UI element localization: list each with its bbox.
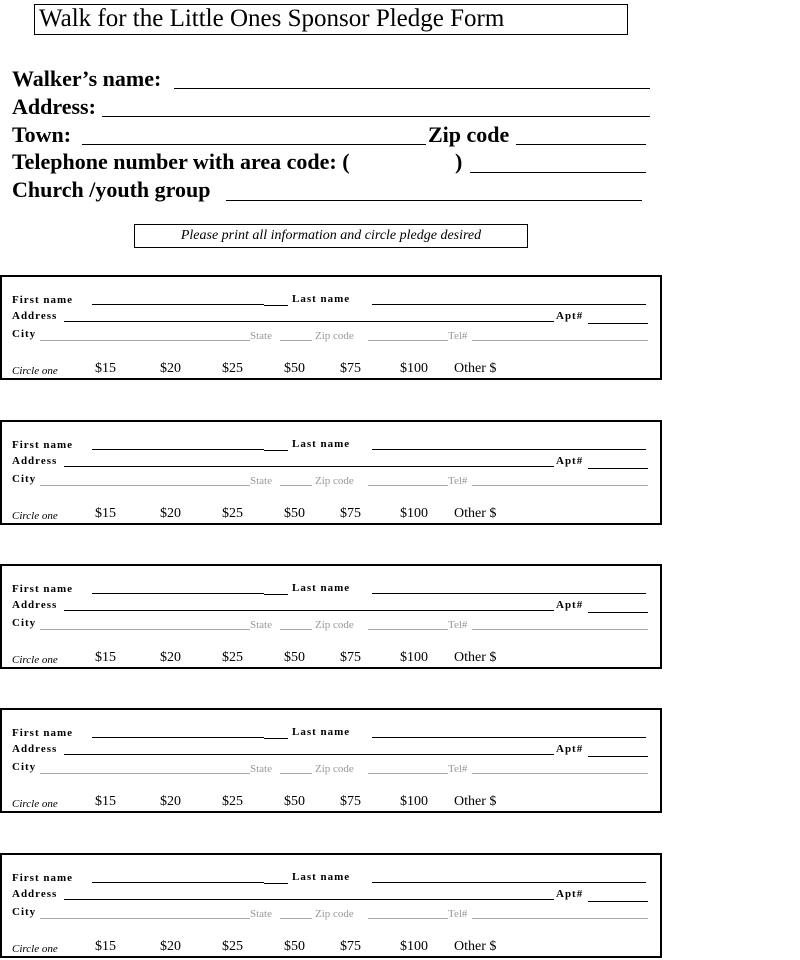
pledge-option[interactable]: $25 [222, 939, 243, 954]
last-name-label: Last name [292, 871, 351, 883]
first-name-label: First name [12, 583, 74, 595]
first-name-field-end [264, 305, 288, 306]
zip-code-label: Zip code [315, 475, 354, 487]
sponsor-card [0, 564, 662, 669]
address-label: Address [12, 743, 58, 755]
pledge-option[interactable]: $15 [95, 361, 116, 376]
pledge-option[interactable]: Other $ [454, 939, 497, 954]
tel-field[interactable] [472, 918, 648, 919]
pledge-option[interactable]: $100 [400, 939, 428, 954]
pledge-option[interactable]: $50 [284, 650, 305, 665]
telephone-field[interactable] [470, 172, 646, 173]
pledge-option[interactable]: $20 [160, 506, 181, 521]
town-label: Town: [12, 122, 72, 147]
zip-code-field[interactable] [516, 144, 646, 145]
pledge-option[interactable]: $25 [222, 794, 243, 809]
zip-code-field[interactable] [368, 773, 448, 774]
pledge-option[interactable]: $20 [160, 794, 181, 809]
pledge-option[interactable]: $15 [95, 506, 116, 521]
form-title: Walk for the Little Ones Sponsor Pledge Form [34, 4, 628, 35]
city-label: City [12, 906, 37, 918]
apt-field[interactable] [588, 323, 648, 324]
last-name-label: Last name [292, 726, 351, 738]
state-field[interactable] [280, 340, 312, 341]
address-label: Address [12, 310, 58, 322]
tel-field[interactable] [472, 340, 648, 341]
city-field[interactable] [40, 918, 250, 919]
circle-one-label: Circle one [12, 365, 58, 377]
pledge-option[interactable]: $75 [340, 794, 361, 809]
first-name-label: First name [12, 294, 74, 306]
pledge-option[interactable]: Other $ [454, 794, 497, 809]
zip-code-label: Zip code [315, 763, 354, 775]
apt-label: Apt# [556, 888, 584, 900]
tel-label: Tel# [448, 619, 468, 631]
tel-label: Tel# [448, 908, 468, 920]
first-name-field-end [264, 883, 288, 884]
zip-code-label: Zip code [315, 619, 354, 631]
circle-one-label: Circle one [12, 798, 58, 810]
state-label: State [250, 908, 272, 920]
sponsor-card [0, 275, 662, 380]
last-name-field[interactable] [372, 737, 646, 738]
first-name-field[interactable] [92, 737, 264, 738]
address-field[interactable] [64, 899, 554, 900]
apt-label: Apt# [556, 310, 584, 322]
pledge-option[interactable]: $50 [284, 939, 305, 954]
first-name-label: First name [12, 439, 74, 451]
address-label: Address [12, 888, 58, 900]
tel-field[interactable] [472, 773, 648, 774]
apt-field[interactable] [588, 756, 648, 757]
state-label: State [250, 763, 272, 775]
apt-label: Apt# [556, 455, 584, 467]
city-label: City [12, 617, 37, 629]
state-label: State [250, 475, 272, 487]
last-name-field[interactable] [372, 882, 646, 883]
circle-one-label: Circle one [12, 943, 58, 955]
pledge-option[interactable]: $25 [222, 650, 243, 665]
address-label: Address [12, 455, 58, 467]
tel-field[interactable] [472, 629, 648, 630]
pledge-option[interactable]: $75 [340, 361, 361, 376]
zip-code-field[interactable] [368, 918, 448, 919]
church-group-label: Church /youth group [12, 177, 211, 202]
pledge-option[interactable]: $15 [95, 650, 116, 665]
state-field[interactable] [280, 485, 312, 486]
pledge-option[interactable]: $50 [284, 506, 305, 521]
city-label: City [12, 328, 37, 340]
zip-code-field[interactable] [368, 629, 448, 630]
pledge-option[interactable]: $25 [222, 506, 243, 521]
zip-code-label: Zip code [315, 330, 354, 342]
address-field[interactable] [64, 610, 554, 611]
apt-field[interactable] [588, 901, 648, 902]
pledge-option[interactable]: $75 [340, 650, 361, 665]
address-label: Address [12, 599, 58, 611]
circle-one-label: Circle one [12, 654, 58, 666]
first-name-field-end [264, 738, 288, 739]
address-label: Address: [12, 94, 96, 119]
pledge-option[interactable]: $100 [400, 794, 428, 809]
pledge-option[interactable]: $100 [400, 650, 428, 665]
circle-one-label: Circle one [12, 510, 58, 522]
apt-label: Apt# [556, 743, 584, 755]
address-field[interactable] [64, 321, 554, 322]
first-name-label: First name [12, 727, 74, 739]
tel-field[interactable] [472, 485, 648, 486]
tel-label: Tel# [448, 763, 468, 775]
pledge-option[interactable]: $15 [95, 939, 116, 954]
instruction-note: Please print all information and circle pledge desired [134, 224, 528, 248]
address-field[interactable] [102, 116, 650, 117]
state-field[interactable] [280, 773, 312, 774]
pledge-option[interactable]: $20 [160, 361, 181, 376]
first-name-field[interactable] [92, 882, 264, 883]
apt-field[interactable] [588, 612, 648, 613]
last-name-field[interactable] [372, 449, 646, 450]
zip-code-field[interactable] [368, 485, 448, 486]
pledge-option[interactable]: $75 [340, 939, 361, 954]
sponsor-card [0, 420, 662, 525]
pledge-option[interactable]: Other $ [454, 361, 497, 376]
pledge-option[interactable]: $20 [160, 939, 181, 954]
walker-name-label: Walker’s name: [12, 66, 162, 91]
pledge-option[interactable]: $100 [400, 506, 428, 521]
last-name-label: Last name [292, 582, 351, 594]
first-name-field[interactable] [92, 449, 264, 450]
state-label: State [250, 330, 272, 342]
first-name-field[interactable] [92, 304, 264, 305]
last-name-field[interactable] [372, 593, 646, 594]
first-name-label: First name [12, 872, 74, 884]
city-label: City [12, 473, 37, 485]
zip-code-field[interactable] [368, 340, 448, 341]
pledge-option[interactable]: $25 [222, 361, 243, 376]
telephone-label: Telephone number with area code: ( [12, 149, 350, 174]
church-group-field[interactable] [226, 200, 642, 201]
tel-label: Tel# [448, 475, 468, 487]
last-name-field[interactable] [372, 304, 646, 305]
apt-field[interactable] [588, 468, 648, 469]
pledge-option[interactable]: Other $ [454, 506, 497, 521]
state-field[interactable] [280, 918, 312, 919]
state-label: State [250, 619, 272, 631]
town-field[interactable] [82, 144, 426, 145]
pledge-option[interactable]: $50 [284, 361, 305, 376]
zip-code-label: Zip code [315, 908, 354, 920]
pledge-option[interactable]: $100 [400, 361, 428, 376]
sponsor-card [0, 853, 662, 958]
state-field[interactable] [280, 629, 312, 630]
first-name-field[interactable] [92, 593, 264, 594]
pledge-option[interactable]: Other $ [454, 650, 497, 665]
sponsor-card [0, 708, 662, 813]
city-field[interactable] [40, 629, 250, 630]
city-field[interactable] [40, 340, 250, 341]
pledge-option[interactable]: $20 [160, 650, 181, 665]
first-name-field-end [264, 594, 288, 595]
address-field[interactable] [64, 466, 554, 467]
pledge-option[interactable]: $15 [95, 794, 116, 809]
city-field[interactable] [40, 773, 250, 774]
tel-label: Tel# [448, 330, 468, 342]
telephone-close-paren: ) [455, 149, 463, 174]
apt-label: Apt# [556, 599, 584, 611]
city-label: City [12, 761, 37, 773]
last-name-label: Last name [292, 293, 351, 305]
walker-name-field[interactable] [174, 88, 650, 89]
city-field[interactable] [40, 485, 250, 486]
first-name-field-end [264, 450, 288, 451]
last-name-label: Last name [292, 438, 351, 450]
pledge-option[interactable]: $75 [340, 506, 361, 521]
pledge-option[interactable]: $50 [284, 794, 305, 809]
zip-code-label: Zip code [428, 122, 510, 147]
address-field[interactable] [64, 754, 554, 755]
